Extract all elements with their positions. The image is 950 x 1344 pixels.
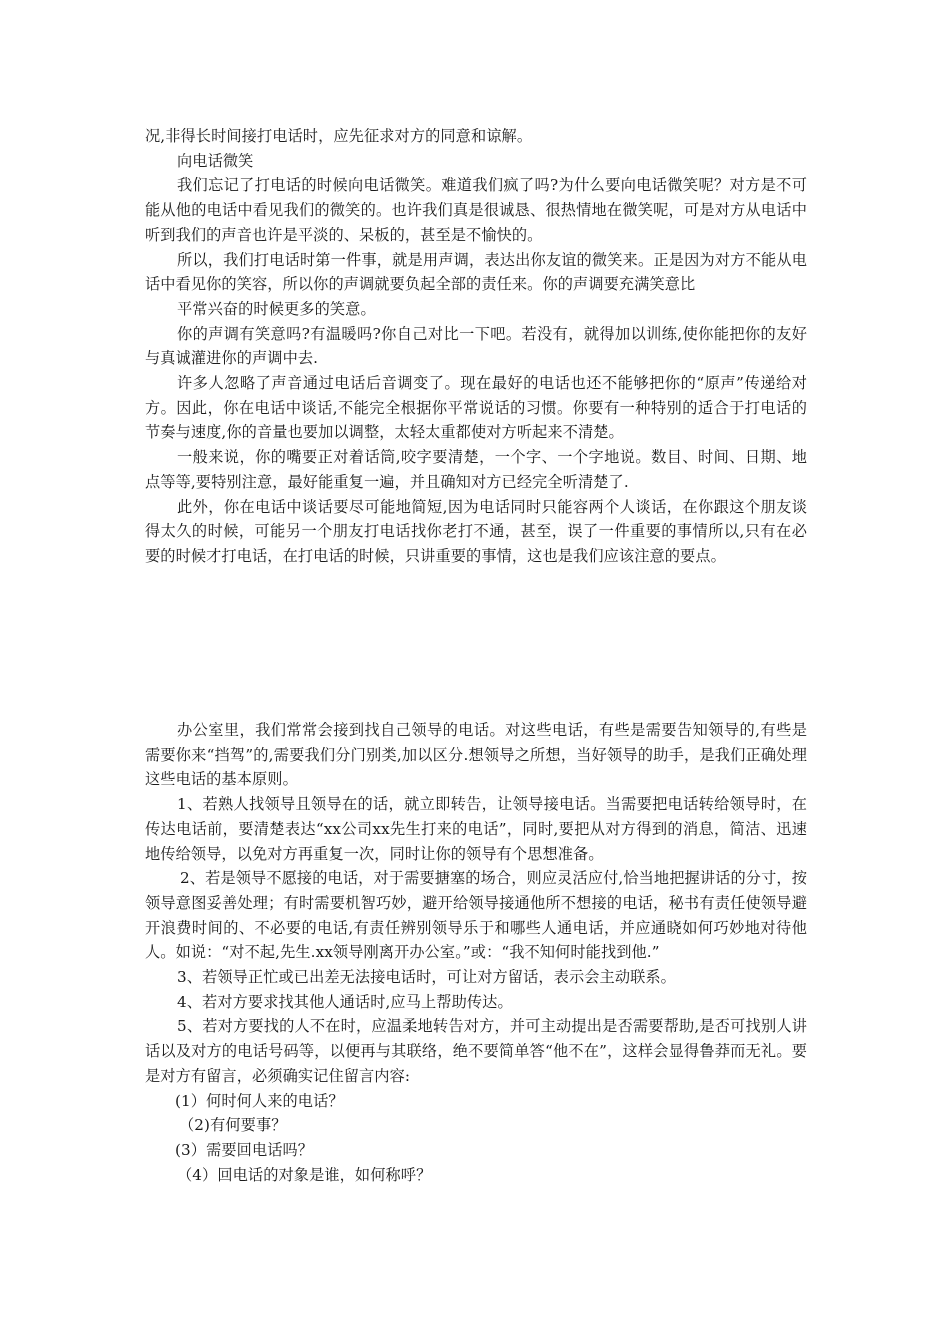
paragraph: 况,非得长时间接打电话时，应先征求对方的同意和谅解。 (145, 127, 533, 145)
sub-list-item: (1）何时何人来的电话？ (175, 1091, 344, 1110)
sub-list-item: （4）回电话的对象是谁，如何称呼？ (177, 1165, 432, 1184)
list-item: 5、若对方要找的人不在时，应温柔地转告对方，并可主动提出是否需要帮助,是否可找别人讲话以及对方的电话号码等，以便再与其联络，绝不要简单答“他不在”，这样会显得鲁莽而无礼。要是对方有留言，必须确实记住留言内容: (145, 1017, 807, 1085)
sub-list-item: (3）需要回电话吗？ (175, 1140, 314, 1159)
paragraph: 平常兴奋的时候更多的笑意。 (177, 299, 376, 318)
paragraph: 你的声调有笑意吗?有温暖吗?你自己对比一下吧。若没有，就得加以训练,使你能把你的友好与真诚灌进你的声调中去. (145, 324, 807, 368)
paragraph: 此外，你在电话中谈话要尽可能地简短,因为电话同时只能容两个人谈话，在你跟这个朋友谈得太久的时候，可能另一个朋友打电话找你老打不通，甚至，误了一件重要的事情所以,只有在必要的时候才打电话，在打电话的时候，只讲重要的事情，这也是我们应该注意的要点。 (145, 497, 807, 565)
section-heading: 向电话微笑 (177, 151, 254, 170)
list-item: 2、若是领导不愿接的电话，对于需要搪塞的场合，则应灵活应付,恰当地把握讲话的分寸，按领导意图妥善处理；有时需要机智巧妙，避开给领导接通他所不想接的电话，秘书有责任使领导避开浪费时间的、不必要的电话,有责任辨别领导乐于和哪些人通电话，并应通晓如何巧妙地对待他人。如说：“对不起,先生.xx领导刚离开办公室。”或：“我不知何时能找到他.” (145, 869, 807, 962)
paragraph: 办公室里，我们常常会接到找自己领导的电话。对这些电话，有些是需要告知领导的,有些是需要你来“挡驾”的,需要我们分门别类,加以区分.想领导之所想，当好领导的助手，是我们正确处理这些电话的基本原则。 (145, 721, 807, 789)
section-leader-calls (145, 718, 807, 1187)
list-item: 3、若领导正忙或已出差无法接电话时，可让对方留话，表示会主动联系。 (177, 968, 676, 987)
paragraph: 我们忘记了打电话的时候向电话微笑。难道我们疯了吗?为什么要向电话微笑呢？对方是不可能从他的电话中看见我们的微笑的。也许我们真是很诚恳、很热情地在微笑呢，可是对方从电话中听到我们的声音也许是平淡的、呆板的，甚至是不愉快的。 (145, 176, 807, 244)
list-item: 4、若对方要求找其他人通话时,应马上帮助传达。 (177, 992, 513, 1011)
sub-list-item: （2)有何要事？ (179, 1116, 287, 1135)
section-phone-smile (145, 124, 807, 569)
paragraph: 一般来说，你的嘴要正对着话筒,咬字要清楚，一个字、一个字地说。数目、时间、日期、地点等等,要特别注意，最好能重复一遍，并且确知对方已经完全听清楚了. (145, 448, 807, 491)
list-item: 1、若熟人找领导且领导在的话，就立即转告，让领导接电话。当需要把电话转给领导时，在传达电话前，要清楚表达“xx公司xx先生打来的电话”，同时,要把从对方得到的消息，简洁、迅速地传给领导，以免对方再重复一次，同时让你的领导有个思想准备。 (145, 795, 807, 863)
paragraph: 许多人忽略了声音通过电话后音调变了。现在最好的电话也还不能够把你的“原声”传递给对方。因此，你在电话中谈话,不能完全根据你平常说话的习惯。你要有一种特别的适合于打电话的节奏与速度,你的音量也要加以调整，太轻太重都使对方听起来不清楚。 (145, 374, 807, 442)
paragraph: 所以，我们打电话时第一件事，就是用声调，表达出你友谊的微笑来。正是因为对方不能从电话中看见你的笑容，所以你的声调就要负起全部的责任来。你的声调要充满笑意比 (145, 250, 807, 294)
